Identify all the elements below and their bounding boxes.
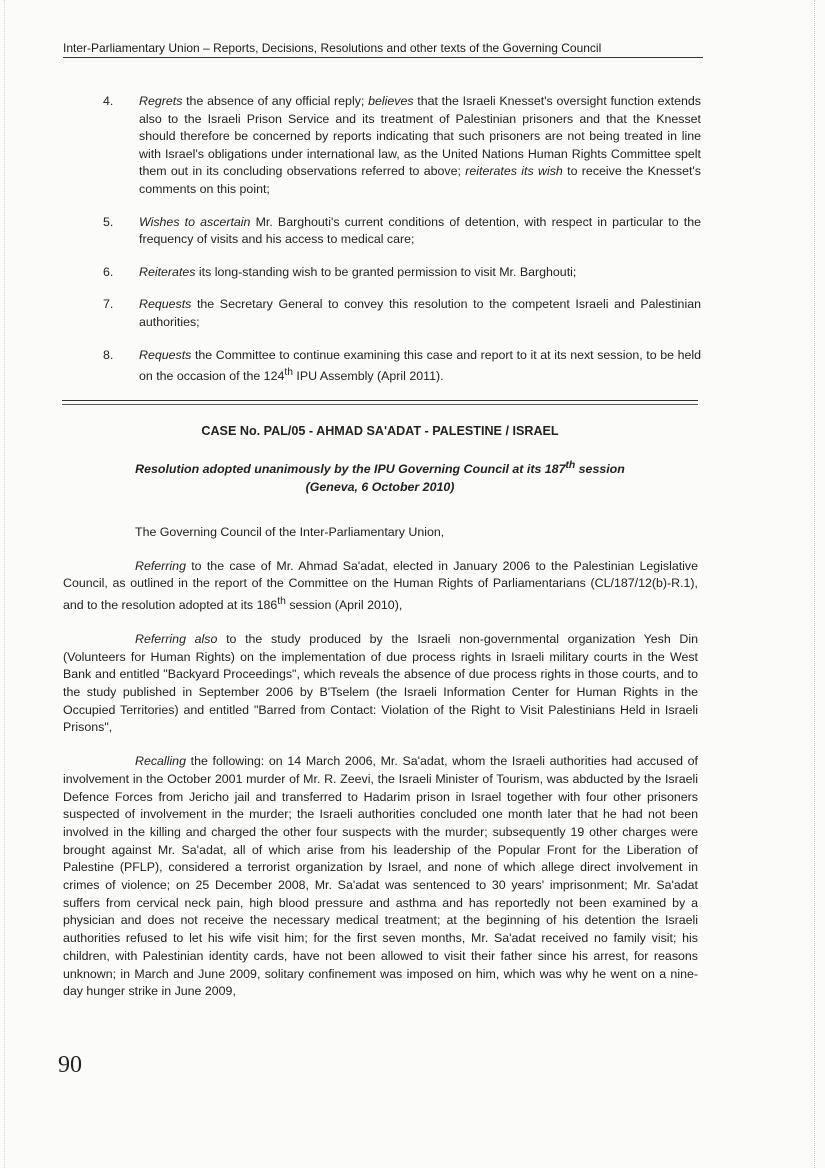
case-title: CASE No. PAL/05 - AHMAD SA'ADAT - PALESTINE / ISRAEL <box>201 424 559 438</box>
list-item <box>63 296 701 331</box>
list-item <box>63 264 701 282</box>
preamble-body <box>63 524 698 1017</box>
operative-paragraphs <box>63 93 701 401</box>
item-number: 5. <box>103 214 114 229</box>
scan-edge-right <box>814 0 825 1168</box>
list-item <box>63 93 701 199</box>
item-text: Requests the Committee to continue examining this case and report to it at its next session, to be held on the occasion of the 124th IPU Assembly (April 2011). <box>139 347 701 384</box>
item-text: Regrets the absence of any official reply; believes that the Israeli Knesset's oversight function extends also to the Israeli Prison Service and its treatment of Palestinian prisoners and that the Knesset should therefore be concerned by reports indicating that such prisoners are not being treated in line with Israel's obligations under international law, as the United Nations Human Rights Committee spelt them out in its concluding observations referred to above; reiterates its wish to receive the Knesset's comments on this point; <box>139 94 701 196</box>
preamble-paragraph: Referring also to the study produced by the Israeli non-governmental organization Yesh Din (Volunteers for Human Rights) on the implementation of due process rights in Israeli military courts in the West Bank and entitled "Backyard Proceedings", which reveals the absence of due process rights in those courts, and to the study published in September 2006 by B'Tselem (the Israeli Information Center for Human Rights in the Occupied Territories) and entitled "Barred from Contact: Violation of the Right to Visit Palestinians Held in Israeli Prisons", <box>63 631 698 735</box>
preamble-paragraph: Referring to the case of Mr. Ahmad Sa'adat, elected in January 2006 to the Palestinian Legislative Council, as outlined in the report of the Committee on the Human Rights of Parliamentarians (CL/187/12(b)-R.1), and to the resolution adopted at its 186th session (April 2010), <box>63 558 698 613</box>
preamble-paragraph: Recalling the following: on 14 March 2006, Mr. Sa'adat, whom the Israeli authorities had accused of involvement in the October 2001 murder of Mr. R. Zeevi, the Israeli Minister of Tourism, was abducted by the Israeli Defence Forces from Jericho jail and transferred to Hadarim prison in Israel together with four other prisoners suspected of involvement in the murder; the Israeli authorities concluded one month later that he had not been involved in the killing and charged the other four suspects with the murder; subsequently 19 other charges were brought against Mr. Sa'adat, all of which arise from his leadership of the Popular Front for the Liberation of Palestine (PFLP), considered a terrorist organization by Israel, and none of which allege direct involvement in crimes of violence; on 25 December 2008, Mr. Sa'adat was sentenced to 30 years' imprisonment; Mr. Sa'adat suffers from cervical neck pain, high blood pressure and asthma and has reportedly not been examined by a physician and does not receive the necessary medical treatment; at the beginning of his detention the Israeli authorities refused to let his wife visit him; for the first seven months, Mr. Sa'adat received no family visit; his children, with Palestinian identity cards, have not been allowed to visit their father since his arrest, for reasons unknown; in March and June 2009, solitary confinement was imposed on him, which was why he went on a nine-day hunger strike in June 2009, <box>63 754 698 999</box>
running-header: Inter-Parliamentary Union – Reports, Decisions, Resolutions and other texts of the Governing Council <box>63 41 703 58</box>
scan-edge-left <box>0 0 5 1168</box>
item-text: Wishes to ascertain Mr. Barghouti's current conditions of detention, with respect in particular to the frequency of visits and his access to medical care; <box>139 214 701 247</box>
item-number: 8. <box>103 347 114 362</box>
opening-line: The Governing Council of the Inter-Parliamentary Union, <box>135 525 445 539</box>
item-text: Reiterates its long-standing wish to be granted permission to visit Mr. Barghouti; <box>139 264 577 279</box>
item-number: 7. <box>103 297 114 312</box>
item-text: Requests the Secretary General to convey this resolution to the competent Israeli and Palestinian authorities; <box>139 297 701 329</box>
list-item <box>63 347 701 386</box>
page-number: 90 <box>58 1052 82 1078</box>
section-divider <box>62 400 698 405</box>
list-item <box>63 214 701 249</box>
item-number: 6. <box>103 264 114 279</box>
resolution-heading: Resolution adopted unanimously by the IPU Governing Council at its 187th session (Geneva, 6 October 2010) <box>135 460 625 495</box>
item-number: 4. <box>103 94 114 108</box>
